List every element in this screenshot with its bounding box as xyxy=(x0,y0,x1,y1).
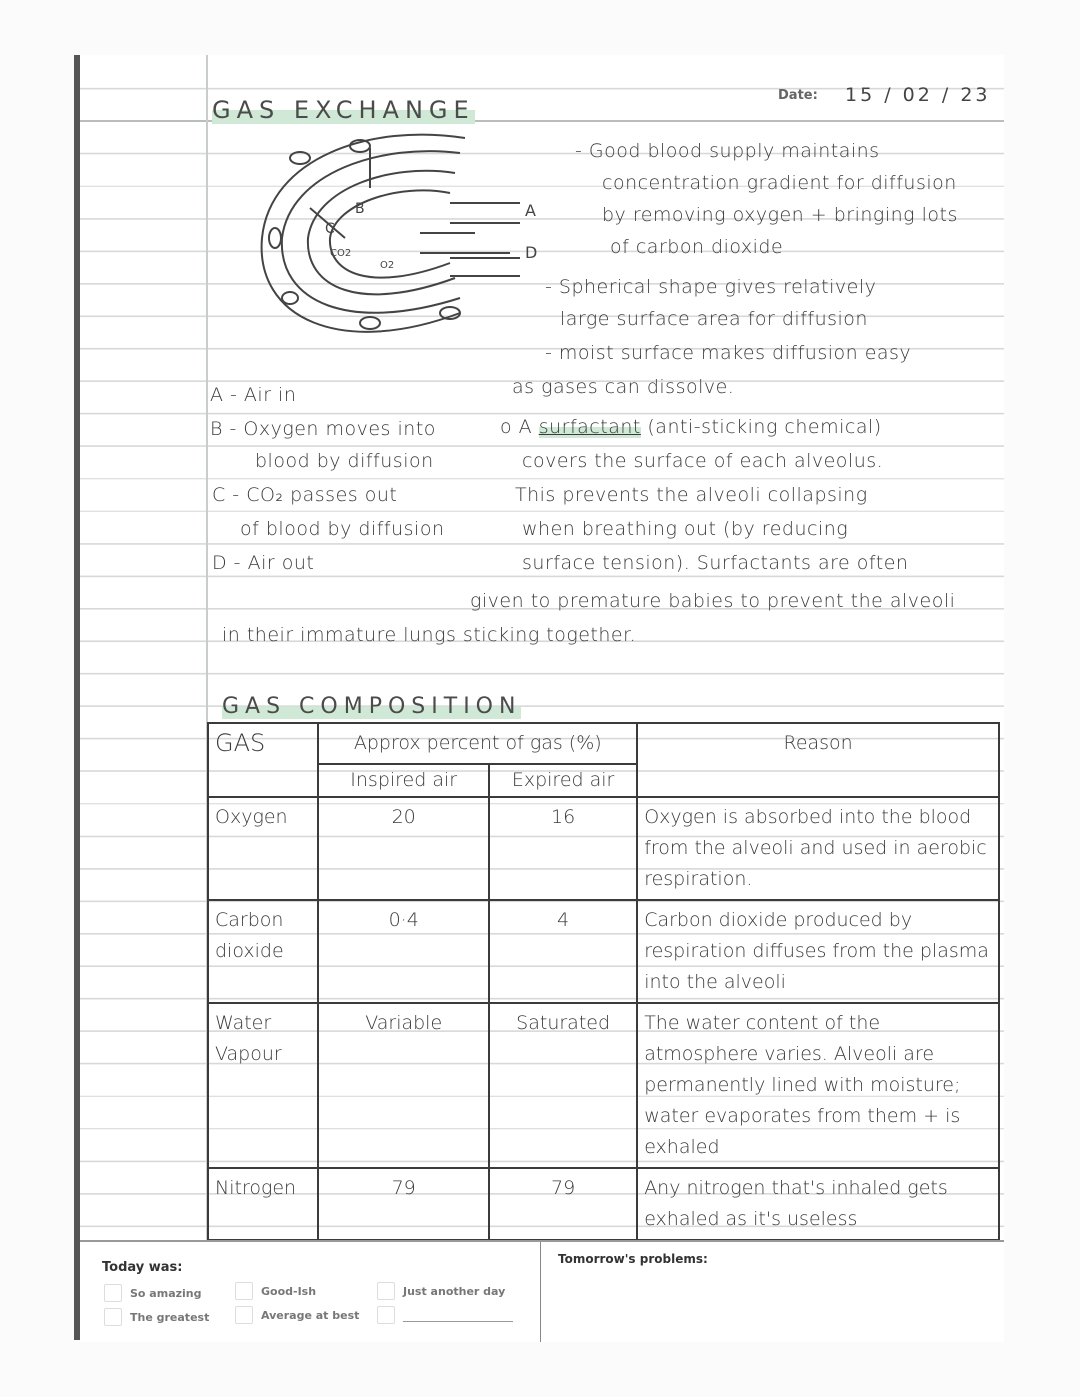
note-line: - Spherical shape gives relatively xyxy=(545,276,877,298)
header-inspired: Inspired air xyxy=(318,764,489,797)
checkbox[interactable] xyxy=(104,1308,122,1326)
gas-composition-table xyxy=(207,722,1000,1241)
tomorrows-problems-label: Tomorrow's problems: xyxy=(558,1252,708,1266)
table-title: GAS COMPOSITION xyxy=(222,694,522,719)
header-reason: Reason xyxy=(637,723,999,797)
page-title: GAS EXCHANGE xyxy=(212,96,475,124)
reason-cell: Oxygen is absorbed into the blood from the alveoli and used in aerobic respiration. xyxy=(637,797,999,900)
key-line: A - Air in xyxy=(210,384,297,406)
key-line: blood by diffusion xyxy=(255,450,434,472)
note-line: concentration gradient for diffusion xyxy=(602,172,957,194)
note-line: by removing oxygen + bringing lots xyxy=(602,204,958,226)
table-row xyxy=(208,797,999,900)
gas-cell: Oxygen xyxy=(208,797,318,900)
diagram-label-b: B xyxy=(355,201,365,217)
daily-footer xyxy=(80,1240,1004,1342)
checkbox[interactable] xyxy=(104,1284,122,1302)
option-the-greatest[interactable]: The greatest xyxy=(104,1308,209,1326)
option-good-ish[interactable]: Good-Ish xyxy=(235,1282,316,1300)
diagram-label-o2: O2 xyxy=(380,260,395,271)
gas-cell: Carbon dioxide xyxy=(208,900,318,1003)
reason-cell: The water content of the atmosphere varies. Alveoli are permanently lined with moisture; water evaporates from them + is exhaled xyxy=(637,1003,999,1168)
key-line: C - CO₂ passes out xyxy=(212,484,398,506)
surfactant-line: in their immature lungs sticking together. xyxy=(222,624,637,646)
inspired-cell: Variable xyxy=(318,1003,489,1168)
header-approx: Approx percent of gas (%) xyxy=(318,723,637,764)
diagram-label-c: C xyxy=(325,221,335,237)
key-line: of blood by diffusion xyxy=(240,518,445,540)
inspired-cell: 79 xyxy=(318,1168,489,1240)
surfactant-line: This prevents the alveoli collapsing xyxy=(515,484,868,506)
expired-cell: 16 xyxy=(489,797,637,900)
diagram-label-d: D xyxy=(525,243,538,262)
alveolus-diagram xyxy=(250,128,560,358)
checkbox[interactable] xyxy=(235,1306,253,1324)
surfactant-line: o A surfactant (anti-sticking chemical) xyxy=(500,416,882,438)
diagram-label-co2: CO2 xyxy=(330,248,352,259)
table-row xyxy=(208,1003,999,1168)
inspired-cell: 0·4 xyxy=(318,900,489,1003)
option-just-another-day[interactable]: Just another day xyxy=(377,1282,505,1300)
expired-cell: Saturated xyxy=(489,1003,637,1168)
footer-divider xyxy=(540,1242,541,1342)
key-line: D - Air out xyxy=(212,552,315,574)
reason-cell: Carbon dioxide produced by respiration diffuses from the plasma into the alveoli xyxy=(637,900,999,1003)
note-line: - Good blood supply maintains xyxy=(575,140,880,162)
surfactant-line: covers the surface of each alveolus. xyxy=(522,450,884,472)
header-expired: Expired air xyxy=(489,764,637,797)
gas-cell: Nitrogen xyxy=(208,1168,318,1240)
checkbox[interactable] xyxy=(235,1282,253,1300)
option-custom[interactable] xyxy=(377,1306,513,1324)
note-line: - moist surface makes diffusion easy xyxy=(545,342,912,364)
inspired-cell: 20 xyxy=(318,797,489,900)
surfactant-line: given to premature babies to prevent the alveoli xyxy=(470,590,956,612)
header-gas: GAS xyxy=(208,723,318,797)
key-line: B - Oxygen moves into xyxy=(210,418,436,440)
checkbox[interactable] xyxy=(377,1282,395,1300)
table-row xyxy=(208,900,999,1003)
checkbox[interactable] xyxy=(377,1306,395,1324)
custom-blank-line[interactable] xyxy=(403,1309,513,1322)
note-line: of carbon dioxide xyxy=(610,236,784,258)
date-label: Date: xyxy=(778,88,818,103)
expired-cell: 79 xyxy=(489,1168,637,1240)
note-line: large surface area for diffusion xyxy=(560,308,868,330)
surfactant-line: surface tension). Surfactants are often xyxy=(522,552,909,574)
gas-cell: Water Vapour xyxy=(208,1003,318,1168)
reason-cell: Any nitrogen that's inhaled gets exhaled as it's useless xyxy=(637,1168,999,1240)
surfactant-line: when breathing out (by reducing xyxy=(522,518,849,540)
today-was-label: Today was: xyxy=(102,1260,183,1275)
option-so-amazing[interactable]: So amazing xyxy=(104,1284,202,1302)
note-line: as gases can dissolve. xyxy=(512,376,735,398)
date-value: 15 / 02 / 23 xyxy=(845,84,991,106)
surfactant-term: surfactant xyxy=(538,416,641,438)
table-row xyxy=(208,1168,999,1240)
diagram-label-a: A xyxy=(525,201,536,220)
expired-cell: 4 xyxy=(489,900,637,1003)
option-average-at-best[interactable]: Average at best xyxy=(235,1306,359,1324)
